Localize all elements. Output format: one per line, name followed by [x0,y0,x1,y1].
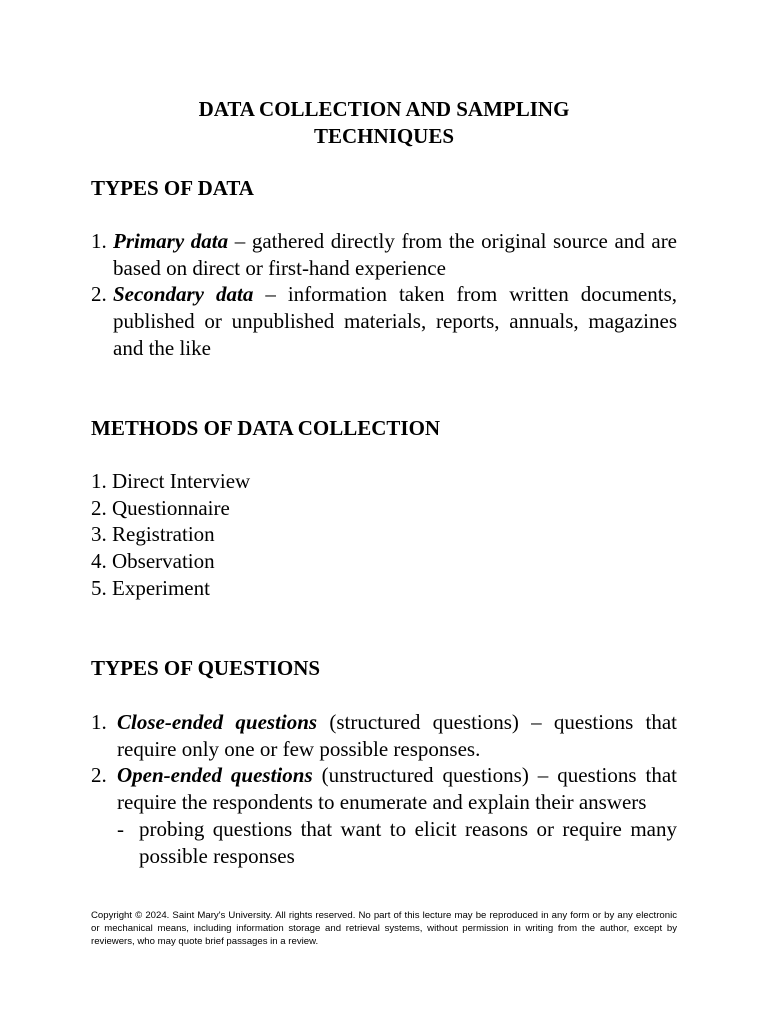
sub-item-text: probing questions that want to elicit reasons or require many possible responses [139,816,677,868]
heading-methods-of-data-collection: METHODS OF DATA COLLECTION [91,416,441,440]
term-close-ended-questions: Close-ended questions [117,710,318,734]
heading-types-of-data: TYPES OF DATA [91,176,254,200]
item-number: 4. [91,549,107,574]
item-text: – gathered directly from the original source and are based on direct or first-hand experience [113,229,678,280]
item-number: 2. [91,763,107,788]
item-number: 5. [91,575,107,600]
types-of-questions-list [91,709,677,869]
list-item [91,495,677,522]
item-number: 1. [91,229,107,253]
item-number: 1. [91,469,107,493]
item-text: Registration [112,522,215,547]
document-title [91,96,677,150]
heading-types-of-questions: TYPES OF QUESTIONS [91,656,321,680]
item-text: (unstructured questions) – questions that require the respondents to enumerate and explain their answers [117,763,677,815]
list-item [91,468,677,495]
list-item [91,521,677,548]
item-text: (structured questions) – questions that require only one or few possible responses. [117,710,677,761]
list-item [91,281,677,361]
item-text: Direct Interview [112,469,251,493]
item-number: 2. [91,282,107,307]
term-primary-data: Primary data [113,229,229,253]
sub-list-item [91,816,677,869]
item-text: – information taken from written documents, published or unpublished materials, reports, annuals, magazines and the like [113,282,677,360]
copyright-footer: Copyright © 2024. Saint Mary's University. All rights reserved. No part of this lecture may be reproduced in any form or by any electronic or mechanical means, including information storage and retrieval systems, without permission in writing from the author, except by reviewers, who may quote brief passages in a review. [91,910,677,947]
dash-marker: - [117,816,124,841]
item-number: 1. [91,710,107,734]
list-item [91,762,677,815]
title-line-1: DATA COLLECTION AND SAMPLING [198,97,570,121]
methods-list [91,468,677,602]
term-open-ended-questions: Open-ended questions [117,763,313,788]
item-text: Questionnaire [112,495,230,520]
item-text: Experiment [112,575,210,600]
types-of-data-list [91,228,677,362]
list-item [91,575,677,602]
list-item [91,709,677,762]
item-text: Observation [112,549,215,574]
item-number: 3. [91,522,107,547]
list-item [91,228,677,281]
list-item [91,548,677,575]
term-secondary-data: Secondary data [113,282,254,307]
title-line-2: TECHNIQUES [313,124,455,148]
item-number: 2. [91,495,107,520]
